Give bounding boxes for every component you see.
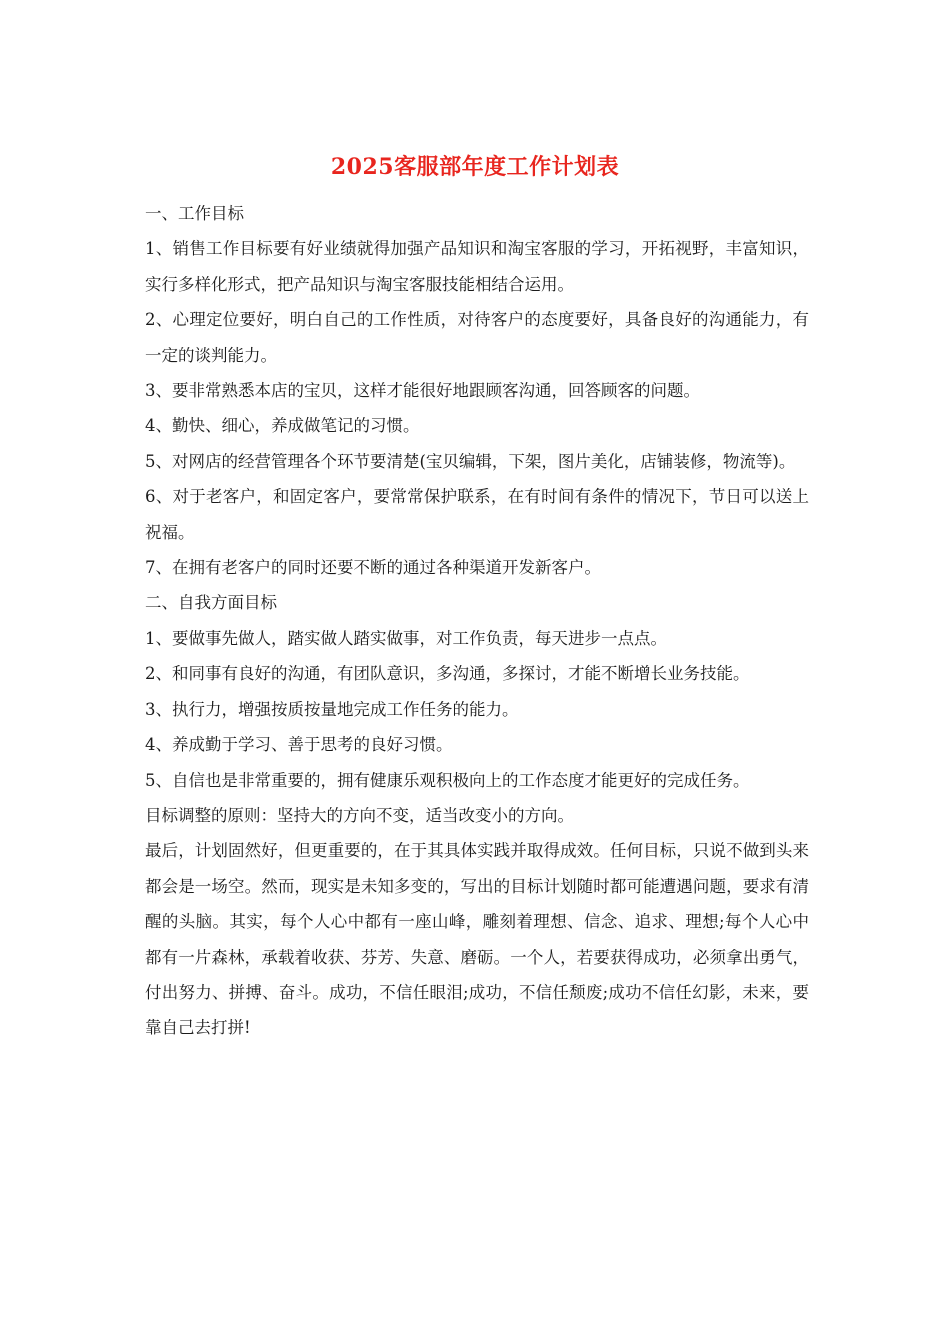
paragraph: 目标调整的原则：坚持大的方向不变，适当改变小的方向。 xyxy=(145,805,574,825)
paragraph: 4、养成勤于学习、善于思考的良好习惯。 xyxy=(145,735,453,755)
paragraph: 5、自信也是非常重要的，拥有健康乐观积极向上的工作态度才能更好的完成任务。 xyxy=(145,770,750,790)
document-title: 2025客服部年度工作计划表 xyxy=(330,154,620,180)
paragraph: 3、要非常熟悉本店的宝贝，这样才能很好地跟顾客沟通，回答顾客的问题。 xyxy=(145,381,700,401)
paragraph: 1、销售工作目标要有好业绩就得加强产品知识和淘宝客服的学习，开拓视野，丰富知识，实行多样化形式，把产品知识与淘宝客服技能相结合运用。 xyxy=(145,239,809,294)
paragraph: 5、对网店的经营管理各个环节要清楚(宝贝编辑，下架，图片美化，店铺装修，物流等)。 xyxy=(145,451,796,471)
paragraph: 1、要做事先做人，踏实做人踏实做事，对工作负责，每天进步一点点。 xyxy=(145,628,667,648)
document-body xyxy=(145,196,809,1046)
paragraph: 4、勤快、细心，养成做笔记的习惯。 xyxy=(145,416,420,436)
section-heading-self: 二、自我方面目标 xyxy=(145,593,277,613)
section-heading-goals: 一、工作目标 xyxy=(145,204,244,223)
paragraph: 6、对于老客户，和固定客户，要常常保护联系，在有时间有条件的情况下，节日可以送上祝福。 xyxy=(145,487,809,542)
paragraph: 2、心理定位要好，明白自己的工作性质，对待客户的态度要好，具备良好的沟通能力，有一定的谈判能力。 xyxy=(145,310,809,365)
paragraph: 7、在拥有老客户的同时还要不断的通过各种渠道开发新客户。 xyxy=(145,558,601,578)
paragraph: 3、执行力，增强按质按量地完成工作任务的能力。 xyxy=(145,699,519,719)
paragraph: 2、和同事有良好的沟通，有团队意识，多沟通，多探讨，才能不断增长业务技能。 xyxy=(145,664,750,684)
paragraph: 最后，计划固然好，但更重要的，在于其具体实践并取得成效。任何目标，只说不做到头来都会是一场空。然而，现实是未知多变的，写出的目标计划随时都可能遭遇问题，要求有清醒的头脑。其实，每个人心中都有一座山峰，雕刻着理想、信念、追求、理想;每个人心中都有一片森林，承载着收获、芬芳、失意、磨砺。一个人，若要获得成功，必须拿出勇气，付出努力、拼搏、奋斗。成功，不信任眼泪;成功，不信任颓废;成功不信任幻影，未来，要靠自己去打拼! xyxy=(145,841,809,1038)
